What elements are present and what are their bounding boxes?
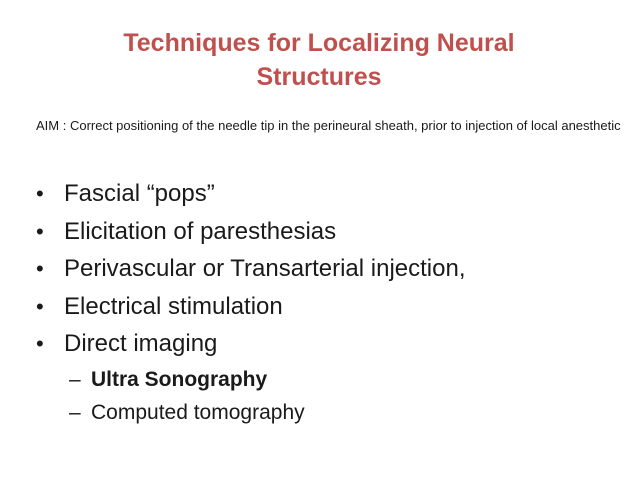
bullet-item-transarterial: [36, 250, 466, 288]
slide-title: Techniques for Localizing Neural Structures: [123, 29, 515, 91]
sub-bullet-item-computed-tomography: [36, 396, 466, 429]
bullet-item-fascial-pops: [36, 175, 466, 213]
sub-bullet-text: Computed tomography: [91, 400, 305, 424]
aim-statement: AIM : Correct positioning of the needle tip in the perineural sheath, prior to injection of local anesthetic: [36, 118, 621, 133]
sub-bullet-container: [36, 363, 466, 429]
sub-bullet-dash-icon: –: [69, 400, 81, 424]
sub-bullet-dash-icon: –: [69, 367, 81, 391]
bullet-text: Elicitation of paresthesias: [64, 217, 337, 245]
sub-bullet-list: [36, 363, 466, 429]
bullet-icon: •: [36, 181, 44, 206]
sub-bullet-item-ultra-sonography: [36, 363, 466, 396]
bullet-item-paresthesias: [36, 213, 466, 251]
bullet-list: [36, 175, 466, 429]
bullet-icon: •: [36, 293, 44, 319]
bullet-icon: •: [36, 218, 44, 244]
bullet-item-direct-imaging: [36, 325, 466, 363]
bullet-text: Direct imaging: [64, 330, 218, 357]
bullet-icon: •: [36, 331, 44, 356]
bullet-icon: •: [36, 256, 44, 281]
sub-bullet-text: Ultra Sonography: [91, 367, 268, 391]
bullet-text: Electrical stimulation: [64, 292, 283, 320]
bullet-text: Fascial “pops”: [64, 180, 215, 207]
bullet-item-electrical-stimulation: [36, 288, 466, 326]
bullet-text: Perivascular or Transarterial injection,: [64, 255, 466, 282]
